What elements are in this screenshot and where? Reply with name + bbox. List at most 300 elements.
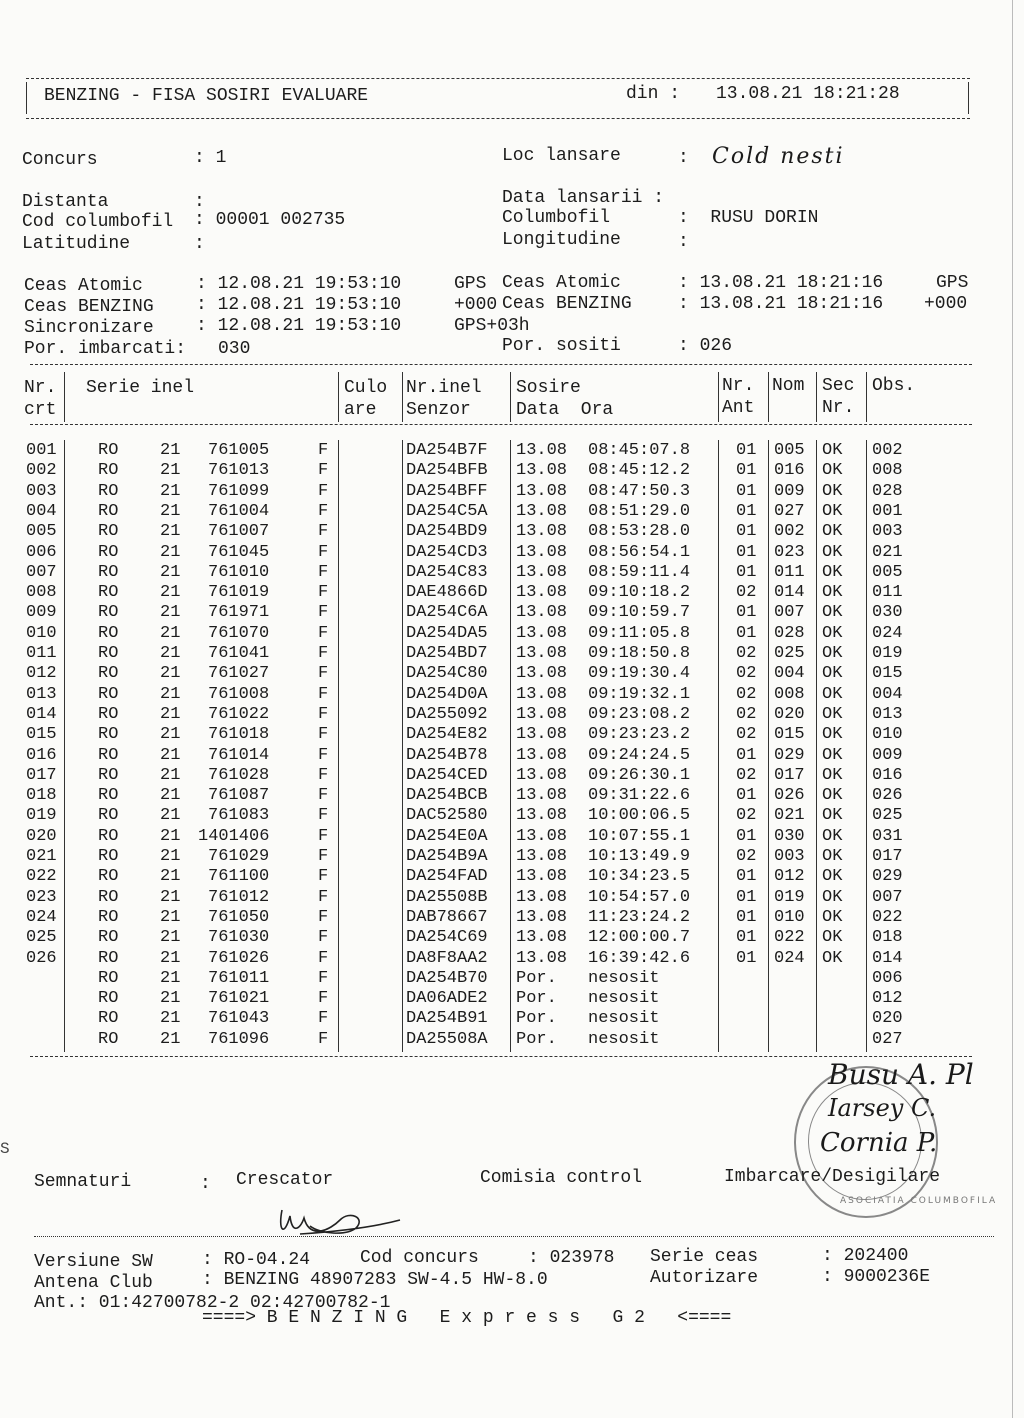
- table-header-border: [30, 424, 972, 425]
- ring-sex: F: [318, 623, 329, 643]
- sensor-id: DA254BFB: [406, 461, 488, 481]
- sec-status: OK: [822, 603, 843, 623]
- sensor-id: DA255092: [406, 704, 488, 724]
- row-nr: 018: [26, 786, 57, 806]
- row-nr: 022: [26, 867, 57, 887]
- sensor-id: DAB78667: [406, 907, 488, 927]
- antenna-nr: 02: [736, 847, 757, 866]
- arrival-date: 13.08: [516, 461, 568, 481]
- ring-year: 21: [160, 644, 181, 663]
- ring-sex: F: [318, 907, 329, 927]
- ring-number: 761100: [208, 867, 270, 887]
- arrival-date: Por.: [516, 989, 557, 1009]
- left-clock-value: : 12.08.21 19:53:10: [196, 316, 402, 336]
- ring-sex: F: [318, 1029, 329, 1049]
- comisia-label: Comisia control: [480, 1168, 643, 1188]
- sositi-value: : 026: [678, 336, 733, 356]
- arrival-time: 10:54:57.0: [588, 887, 691, 907]
- arrival-date: 13.08: [516, 948, 568, 968]
- ring-country: RO: [98, 583, 119, 603]
- ring-sex: F: [318, 826, 329, 846]
- row-nr: 009: [26, 603, 57, 623]
- sec-status: OK: [822, 704, 843, 724]
- row-nr: 015: [26, 725, 57, 745]
- nom-nr: 010: [774, 907, 805, 927]
- ring-year: 21: [160, 1009, 181, 1029]
- col-divider: [816, 372, 817, 422]
- nom-nr: 027: [774, 501, 805, 521]
- table-row: [0, 461, 1000, 481]
- ring-number: 761026: [208, 948, 270, 968]
- row-nr: 005: [26, 522, 57, 542]
- ring-sex: F: [318, 461, 329, 481]
- antenna-nr: 01: [736, 928, 757, 948]
- obs-value: 012: [872, 989, 903, 1009]
- ring-country: RO: [98, 684, 119, 704]
- ring-number: 761027: [208, 664, 270, 684]
- ring-country: RO: [98, 623, 119, 643]
- arrival-date: 13.08: [516, 745, 568, 765]
- loc-lansare-colon: :: [678, 148, 689, 168]
- ring-sex: F: [318, 867, 329, 887]
- latitudine-label: Latitudine: [22, 234, 131, 254]
- obs-value: 018: [872, 928, 903, 948]
- sensor-id: DA25508B: [406, 887, 488, 907]
- nom-nr: 009: [774, 481, 805, 501]
- col-header-sec-nr: Nr.: [822, 398, 855, 418]
- row-nr: 025: [26, 928, 57, 948]
- obs-value: 011: [872, 583, 903, 603]
- footer-separator: [34, 1236, 994, 1237]
- semnaturi-colon: :: [200, 1174, 211, 1194]
- ring-number: 1401406: [198, 826, 270, 846]
- col-header-nr: Nr.: [24, 378, 57, 398]
- row-nr: 020: [26, 826, 57, 846]
- obs-value: 009: [872, 745, 903, 765]
- date-value: 13.08.21 18:21:28: [716, 84, 900, 104]
- arrival-time: 09:23:08.2: [588, 704, 691, 724]
- nom-nr: 002: [774, 522, 805, 542]
- arrival-time: 09:11:05.8: [588, 623, 691, 643]
- table-row: [0, 806, 1000, 826]
- sensor-id: DA254BFF: [406, 481, 488, 501]
- obs-value: 014: [872, 948, 903, 968]
- antenna-nr: 01: [736, 562, 757, 582]
- nom-nr: 028: [774, 623, 805, 643]
- antenna-nr: 01: [736, 786, 757, 806]
- ring-sex: F: [318, 968, 329, 988]
- ring-year: 21: [160, 1029, 181, 1049]
- ring-country: RO: [98, 664, 119, 684]
- sec-status: OK: [822, 542, 843, 562]
- sensor-id: DAE4866D: [406, 583, 488, 603]
- arrival-time: nesosit: [588, 1009, 660, 1029]
- arrival-time: 08:45:07.8: [588, 441, 691, 460]
- arrival-time: 08:51:29.0: [588, 501, 691, 521]
- right-clock-value: : 13.08.21 18:21:16: [678, 294, 884, 314]
- ring-year: 21: [160, 887, 181, 907]
- antenna-nr: 01: [736, 907, 757, 927]
- antenna-nr: 01: [736, 948, 757, 968]
- row-nr: 010: [26, 623, 57, 643]
- nom-nr: 022: [774, 928, 805, 948]
- ring-country: RO: [98, 826, 119, 846]
- ring-sex: F: [318, 664, 329, 684]
- ring-number: 761087: [208, 786, 270, 806]
- ring-country: RO: [98, 948, 119, 968]
- ring-year: 21: [160, 501, 181, 521]
- ring-year: 21: [160, 847, 181, 866]
- imbarcati-value: 030: [218, 339, 251, 359]
- ring-country: RO: [98, 745, 119, 765]
- row-nr: 012: [26, 664, 57, 684]
- header-bottom-border: [26, 118, 970, 119]
- col-header-nr-ant: Nr.: [722, 376, 755, 396]
- left-clock-value: : 12.08.21 19:53:10: [196, 274, 402, 294]
- arrival-time: 16:39:42.6: [588, 948, 691, 968]
- antenna-nr: 02: [736, 704, 757, 724]
- antenna-nr: 01: [736, 867, 757, 887]
- versiune-label: Versiune SW: [34, 1252, 153, 1272]
- nom-nr: 019: [774, 887, 805, 907]
- sec-status: OK: [822, 867, 843, 887]
- row-nr: 019: [26, 806, 57, 826]
- arrival-date: 13.08: [516, 725, 568, 745]
- table-row: [0, 685, 1000, 705]
- antenna-nr: 01: [736, 542, 757, 562]
- ring-year: 21: [160, 745, 181, 765]
- header-left-border: [26, 82, 27, 114]
- sec-status: OK: [822, 583, 843, 603]
- row-nr: 023: [26, 887, 57, 907]
- arrival-date: 13.08: [516, 867, 568, 887]
- antenna-nr: 02: [736, 644, 757, 663]
- loc-lansare-handwritten: Cold nesti: [712, 144, 845, 169]
- arrival-date: 13.08: [516, 887, 568, 907]
- ring-country: RO: [98, 481, 119, 501]
- table-row: [0, 949, 1000, 969]
- obs-value: 029: [872, 867, 903, 887]
- antenna-nr: 02: [736, 664, 757, 684]
- arrival-date: Por.: [516, 1029, 557, 1049]
- arrival-time: 09:19:32.1: [588, 684, 691, 704]
- versiune-value: : RO-04.24: [202, 1250, 311, 1270]
- row-nr: 017: [26, 765, 57, 785]
- cod-concurs-value: : 023978: [528, 1248, 615, 1268]
- arrival-time: 08:56:54.1: [588, 542, 691, 562]
- arrival-time: 12:00:00.7: [588, 928, 691, 948]
- sensor-id: DA25508A: [406, 1029, 488, 1049]
- ring-country: RO: [98, 562, 119, 582]
- scan-edge-mark: S: [0, 1140, 10, 1158]
- ring-sex: F: [318, 583, 329, 603]
- concurs-value: : 1: [194, 148, 227, 168]
- sec-status: OK: [822, 623, 843, 643]
- ring-sex: F: [318, 745, 329, 765]
- row-nr: 021: [26, 847, 57, 866]
- obs-value: 024: [872, 623, 903, 643]
- ring-number: 761004: [208, 501, 270, 521]
- ring-country: RO: [98, 765, 119, 785]
- ring-year: 21: [160, 806, 181, 826]
- sensor-id: DA254B9A: [406, 847, 488, 866]
- ring-sex: F: [318, 522, 329, 542]
- table-row: [0, 543, 1000, 563]
- longitudine-value: :: [678, 232, 689, 252]
- arrival-date: 13.08: [516, 603, 568, 623]
- table-row: [0, 746, 1000, 766]
- sec-status: OK: [822, 725, 843, 745]
- sec-status: OK: [822, 664, 843, 684]
- obs-value: 016: [872, 765, 903, 785]
- ring-year: 21: [160, 603, 181, 623]
- arrival-time: 09:23:23.2: [588, 725, 691, 745]
- obs-value: 031: [872, 826, 903, 846]
- ring-number: 761013: [208, 461, 270, 481]
- table-row: [0, 624, 1000, 644]
- ring-year: 21: [160, 928, 181, 948]
- benzing-express-line: ====> B E N Z I N G E x p r e s s G 2 <====: [202, 1308, 732, 1328]
- right-clock-suffix: +000: [924, 294, 968, 314]
- table-row: [0, 664, 1000, 684]
- table-row: [0, 502, 1000, 522]
- ring-country: RO: [98, 786, 119, 806]
- stamp-text: ASOCIATIA COLUMBOFILA: [840, 1196, 998, 1206]
- sec-status: OK: [822, 765, 843, 785]
- ring-sex: F: [318, 806, 329, 826]
- ring-year: 21: [160, 907, 181, 927]
- sec-status: OK: [822, 501, 843, 521]
- sec-status: OK: [822, 887, 843, 907]
- arrival-time: 09:24:24.5: [588, 745, 691, 765]
- ring-country: RO: [98, 542, 119, 562]
- antena-value: : BENZING 48907283 SW-4.5 HW-8.0: [202, 1270, 548, 1290]
- ring-year: 21: [160, 684, 181, 704]
- antenna-nr: 02: [736, 765, 757, 785]
- col-header-culo: Culo: [344, 378, 388, 398]
- ring-sex: F: [318, 542, 329, 562]
- arrival-time: 09:10:18.2: [588, 583, 691, 603]
- ring-country: RO: [98, 968, 119, 988]
- sec-status: OK: [822, 461, 843, 481]
- sensor-id: DA254C83: [406, 562, 488, 582]
- col-divider: [402, 372, 403, 422]
- sensor-id: DA254D0A: [406, 684, 488, 704]
- arrival-time: 08:59:11.4: [588, 562, 691, 582]
- table-row: [0, 1030, 1000, 1050]
- arrival-date: 13.08: [516, 928, 568, 948]
- ring-number: 761022: [208, 704, 270, 724]
- nom-nr: 011: [774, 562, 805, 582]
- nom-nr: 021: [774, 806, 805, 826]
- sensor-id: DA254BD9: [406, 522, 488, 542]
- antenna-line: Ant.: 01:42700782-2 02:42700782-1: [34, 1293, 391, 1313]
- crescator-label: Crescator: [236, 1170, 334, 1190]
- signature-3: Cornia P.: [820, 1128, 938, 1158]
- arrival-time: 11:23:24.2: [588, 907, 691, 927]
- ring-country: RO: [98, 644, 119, 663]
- ring-sex: F: [318, 501, 329, 521]
- sec-status: OK: [822, 522, 843, 542]
- sensor-id: DA254B7F: [406, 441, 488, 460]
- antenna-nr: 01: [736, 501, 757, 521]
- imbarcati-label: Por. imbarcati:: [24, 339, 187, 359]
- antenna-nr: 01: [736, 461, 757, 481]
- row-nr: 024: [26, 907, 57, 927]
- ring-number: 761096: [208, 1029, 270, 1049]
- table-row: [0, 583, 1000, 603]
- row-nr: 001: [26, 441, 57, 460]
- right-clock-label: Ceas BENZING: [502, 294, 632, 314]
- nom-nr: 008: [774, 684, 805, 704]
- left-clock-suffix: GPS+03h: [454, 316, 530, 336]
- arrival-date: 13.08: [516, 765, 568, 785]
- arrival-date: 13.08: [516, 522, 568, 542]
- ring-country: RO: [98, 704, 119, 724]
- obs-value: 010: [872, 725, 903, 745]
- obs-value: 004: [872, 684, 903, 704]
- arrival-time: 10:34:23.5: [588, 867, 691, 887]
- ring-sex: F: [318, 786, 329, 806]
- obs-value: 017: [872, 847, 903, 866]
- ring-sex: F: [318, 644, 329, 663]
- col-divider: [510, 372, 511, 422]
- sensor-id: DA254DA5: [406, 623, 488, 643]
- autorizare-value: : 9000236E: [822, 1267, 931, 1287]
- ring-year: 21: [160, 481, 181, 501]
- autorizare-label: Autorizare: [650, 1268, 759, 1288]
- ring-country: RO: [98, 867, 119, 887]
- table-row: [0, 928, 1000, 948]
- arrival-date: 13.08: [516, 826, 568, 846]
- antena-label: Antena Club: [34, 1273, 153, 1293]
- header-top-border: [26, 78, 970, 79]
- arrival-date: 13.08: [516, 542, 568, 562]
- distanta-label: Distanta: [22, 192, 109, 212]
- col-header-serie: Serie inel: [86, 378, 195, 398]
- sensor-id: DA8F8AA2: [406, 948, 488, 968]
- arrival-time: 08:47:50.3: [588, 481, 691, 501]
- left-clock-suffix: GPS: [454, 274, 487, 294]
- antenna-nr: 01: [736, 481, 757, 501]
- antenna-nr: 01: [736, 826, 757, 846]
- nom-nr: 005: [774, 441, 805, 460]
- ring-year: 21: [160, 522, 181, 542]
- sensor-id: DA254C80: [406, 664, 488, 684]
- col-header-ant: Ant: [722, 398, 755, 418]
- sensor-id: DA254E0A: [406, 826, 488, 846]
- sensor-id: DA254C6A: [406, 603, 488, 623]
- ring-year: 21: [160, 786, 181, 806]
- ring-country: RO: [98, 522, 119, 542]
- ring-sex: F: [318, 441, 329, 460]
- arrival-date: Por.: [516, 1009, 557, 1029]
- sec-status: OK: [822, 847, 843, 866]
- ring-number: 761010: [208, 562, 270, 582]
- left-clock-label: Ceas BENZING: [24, 297, 154, 317]
- ring-country: RO: [98, 847, 119, 866]
- ring-number: 761014: [208, 745, 270, 765]
- sec-status: OK: [822, 806, 843, 826]
- loc-lansare-label: Loc lansare: [502, 146, 621, 166]
- col-header-sosire: Sosire: [516, 378, 581, 398]
- ring-number: 761012: [208, 887, 270, 907]
- arrival-date: 13.08: [516, 847, 568, 866]
- ring-country: RO: [98, 725, 119, 745]
- ring-year: 21: [160, 441, 181, 460]
- sensor-id: DA254BCB: [406, 786, 488, 806]
- left-clock-suffix: +000: [454, 295, 498, 315]
- obs-value: 028: [872, 481, 903, 501]
- ring-year: 21: [160, 725, 181, 745]
- col-header-nrinel: Nr.inel: [406, 378, 482, 398]
- row-nr: 008: [26, 583, 57, 603]
- ring-number: 761041: [208, 644, 270, 663]
- row-nr: 006: [26, 542, 57, 562]
- ring-number: 761011: [208, 968, 270, 988]
- sensor-id: DA254B70: [406, 968, 488, 988]
- arrival-date: 13.08: [516, 441, 568, 460]
- ring-number: 761029: [208, 847, 270, 866]
- nom-nr: 014: [774, 583, 805, 603]
- sec-status: OK: [822, 562, 843, 582]
- ring-sex: F: [318, 948, 329, 968]
- sensor-id: DA254BD7: [406, 644, 488, 663]
- signature-2: Iarsey C.: [828, 1094, 937, 1122]
- ring-sex: F: [318, 765, 329, 785]
- arrival-time: 10:13:49.9: [588, 847, 691, 866]
- nom-nr: 015: [774, 725, 805, 745]
- arrival-date: 13.08: [516, 704, 568, 724]
- table-row: [0, 482, 1000, 502]
- arrival-time: 10:00:06.5: [588, 806, 691, 826]
- ring-sex: F: [318, 847, 329, 866]
- concurs-label: Concurs: [22, 150, 98, 170]
- ring-country: RO: [98, 989, 119, 1009]
- obs-value: 006: [872, 968, 903, 988]
- cod-columbofil-label: Cod columbofil: [22, 212, 174, 232]
- obs-value: 025: [872, 806, 903, 826]
- ring-year: 21: [160, 461, 181, 481]
- ring-number: 761099: [208, 481, 270, 501]
- ring-sex: F: [318, 684, 329, 704]
- ring-year: 21: [160, 765, 181, 785]
- table-row: [0, 969, 1000, 989]
- nom-nr: 007: [774, 603, 805, 623]
- ring-country: RO: [98, 887, 119, 907]
- ring-year: 21: [160, 704, 181, 724]
- row-nr: 007: [26, 562, 57, 582]
- obs-value: 002: [872, 441, 903, 460]
- table-top-border: [30, 364, 972, 365]
- ring-year: 21: [160, 948, 181, 968]
- sensor-id: DA254CED: [406, 765, 488, 785]
- obs-value: 021: [872, 542, 903, 562]
- table-row: [0, 522, 1000, 542]
- ring-country: RO: [98, 928, 119, 948]
- nom-nr: 012: [774, 867, 805, 887]
- arrival-time: 09:26:30.1: [588, 765, 691, 785]
- arrival-date: 13.08: [516, 907, 568, 927]
- arrival-date: 13.08: [516, 623, 568, 643]
- ring-year: 21: [160, 623, 181, 643]
- table-row: [0, 1009, 1000, 1029]
- ring-sex: F: [318, 603, 329, 623]
- right-clock-suffix: GPS: [936, 273, 969, 293]
- arrival-date: Por.: [516, 968, 557, 988]
- ring-country: RO: [98, 806, 119, 826]
- antenna-nr: 01: [736, 623, 757, 643]
